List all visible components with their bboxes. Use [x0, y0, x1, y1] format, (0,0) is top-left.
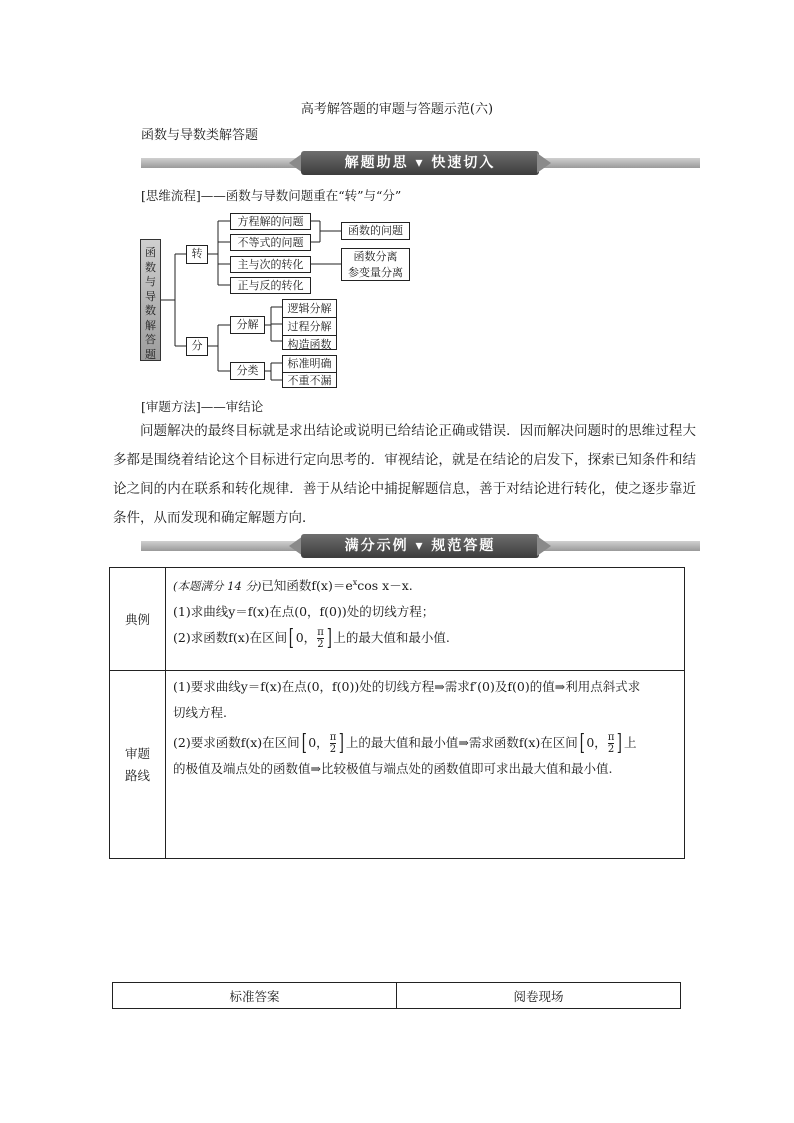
- route-line-4: 的极值及端点处的函数值⇒比较极值与端点处的函数值即可求出最大值和最小值.: [173, 761, 613, 776]
- bracket-left: [: [288, 625, 295, 651]
- route-content: [166, 671, 685, 859]
- example-content: [166, 568, 685, 671]
- bracket-left: [: [579, 730, 585, 756]
- flow-fenlei-items-box: [282, 355, 337, 388]
- section-banner-2: [141, 534, 700, 558]
- answer-col-marking: 阅卷现场: [397, 983, 681, 1009]
- route-line-3-b: 上的最大值和最小值⇒需求函数f(x)在区间: [345, 735, 578, 750]
- flow-fenli-line: 参变量分离: [348, 266, 403, 279]
- bracket-right: ]: [326, 625, 332, 651]
- example-line-3-head: (2)求函数f(x)在区间: [173, 630, 288, 646]
- flow-fen-box: 分: [186, 337, 208, 356]
- flow-fenlei-item: 不重不漏: [287, 374, 332, 387]
- route-label-b: 路线: [124, 767, 150, 783]
- method-label: [审题方法]——审结论: [141, 399, 264, 414]
- flow-zhuan-item: 不等式的问题: [230, 234, 311, 251]
- pi-over-2: [330, 732, 337, 755]
- route-line-3-a: (2)要求函数f(x)在区间: [173, 735, 300, 750]
- example-line-1: [167, 570, 683, 599]
- pi-over-2: [317, 627, 324, 650]
- flow-fenjie-item: 过程分解: [283, 318, 336, 336]
- frac-num: π: [329, 732, 337, 743]
- route-row: [110, 671, 685, 859]
- flow-hanshu-wenti-box: 函数的问题: [341, 222, 410, 240]
- answer-table: [112, 982, 681, 1009]
- example-line-3: [167, 625, 683, 651]
- interval-left: 0，: [586, 735, 607, 750]
- flow-connectors: [0, 0, 794, 400]
- example-row: [110, 568, 685, 671]
- pi-over-2: [608, 732, 615, 755]
- frac-den: 2: [329, 744, 337, 755]
- frac-num: π: [607, 732, 615, 743]
- page-subtitle: 函数与导数类解答题: [141, 128, 259, 143]
- example-score-note: (本题满分 14 分): [173, 579, 262, 594]
- flow-root-char: 与: [145, 275, 156, 288]
- answer-col-standard: 标准答案: [113, 983, 397, 1009]
- interval-left: 0，: [295, 630, 317, 646]
- page-title: 高考解答题的审题与答题示范(六): [300, 102, 494, 117]
- flow-fenjie-box: 分解: [230, 316, 265, 334]
- flow-fenlei-item: 标准明确: [283, 356, 336, 373]
- flow-zhuan-box: 转: [186, 245, 208, 264]
- flow-fenjie-item: 逻辑分解: [283, 300, 336, 318]
- interval-left: 0，: [308, 735, 329, 750]
- flow-root-char: 数: [145, 260, 156, 274]
- flow-root-box: [140, 239, 161, 361]
- frac-den: 2: [317, 639, 324, 651]
- method-paragraph: 问题解决的最终目标就是求出结论或说明已给结论正确或错误．因而解决问题时的思维过程大多都是围绕着结论这个目标进行定向思考的．审视结论，就是在结论的启发下，探索已知条件和结论之间的内在联系和转化规律．善于从结论中捕捉解题信息，善于对结论进行转化，使之逐步靠近条件，从而发现和确定解题方向．: [113, 423, 696, 526]
- flow-root-char: 数: [145, 304, 156, 317]
- frac-den: 2: [607, 744, 615, 755]
- route-line-2: 切线方程.: [173, 705, 227, 720]
- flow-root-char: 答: [145, 333, 156, 346]
- example-function-text: 已知函数f(x)＝e: [261, 578, 353, 594]
- flow-label: [思维流程]——函数与导数问题重在“转”与“分”: [141, 188, 402, 203]
- bracket-right: ]: [338, 730, 345, 756]
- flow-fenjie-items-box: [282, 299, 337, 350]
- route-line-3-c: 上: [623, 735, 637, 750]
- flow-root-char: 题: [145, 347, 156, 361]
- flow-fenlei-box: 分类: [230, 362, 265, 380]
- section-banner-1-text: 解题助思 ▾ 快速切入: [301, 151, 539, 175]
- bracket-right: ]: [617, 730, 623, 756]
- flow-fenli-box: [341, 248, 410, 281]
- flow-root-char: 解: [145, 318, 156, 332]
- flow-zhuan-item: 方程解的问题: [230, 213, 311, 230]
- example-function-tail: cos x－x.: [357, 578, 413, 594]
- flow-zhuan-item: 正与反的转化: [230, 277, 311, 294]
- flow-root-char: 导: [145, 289, 156, 303]
- example-label: 典例: [110, 568, 166, 671]
- flow-zhuan-item: 主与次的转化: [230, 256, 311, 273]
- example-exponent: x: [352, 578, 358, 587]
- example-line-3-tail: 上的最大值和最小值.: [333, 630, 450, 646]
- frac-num: π: [317, 627, 324, 639]
- example-table: [109, 567, 685, 859]
- answer-header-row: [113, 983, 681, 1009]
- bracket-left: [: [301, 730, 307, 756]
- section-banner-2-text: 满分示例 ▾ 规范答题: [301, 534, 539, 558]
- flow-fenjie-item: 构造函数: [287, 338, 332, 351]
- route-label: [110, 671, 166, 859]
- flow-root-char: 函: [145, 246, 156, 259]
- route-label-a: 审题: [124, 745, 150, 761]
- route-line-1: (1)要求曲线y＝f(x)在点(0，f(0))处的切线方程⇒需求f′(0)及f(0)的值⇒利用点斜式求: [173, 679, 641, 694]
- example-line-2: (1)求曲线y＝f(x)在点(0，f(0))处的切线方程；: [173, 604, 435, 620]
- flow-fenli-line: 函数分离: [353, 250, 398, 263]
- route-line-3: [167, 730, 683, 756]
